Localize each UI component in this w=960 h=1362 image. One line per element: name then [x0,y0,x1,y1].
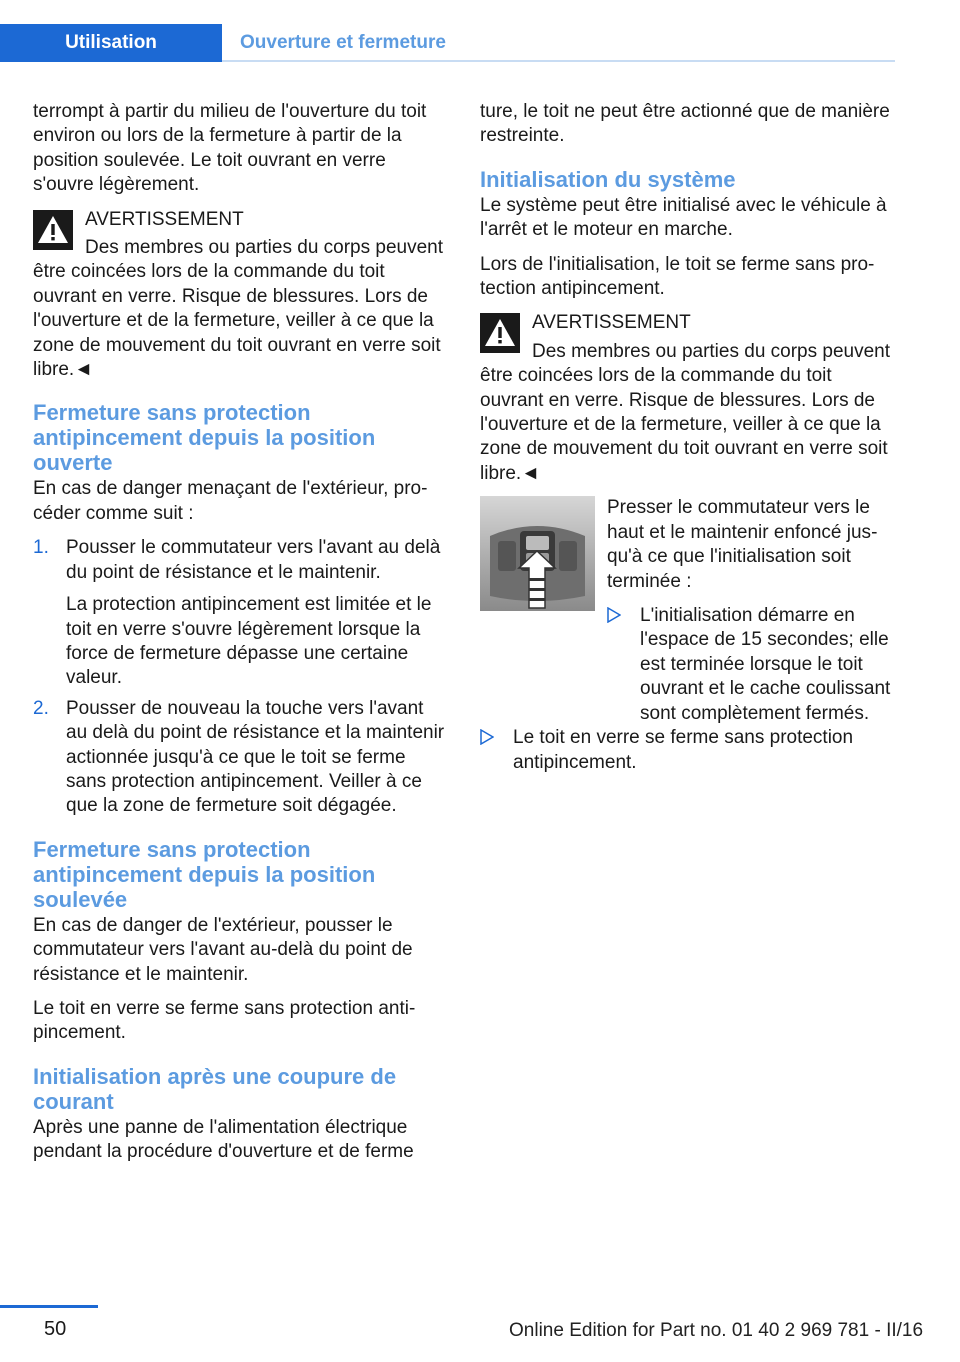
warning-title: AVERTISSEMENT [85,208,244,230]
step-text: Pousser le commutateur vers l'avant au delà du point de résistance et le maintenir. [66,537,441,583]
right-column [480,100,900,785]
illustrated-instruction [480,496,900,726]
step-number: 2. [33,697,49,719]
heading-power-failure: Initialisation après une coupure de courant [33,1063,397,1114]
paragraph: En cas de danger de l'extérieur, pousser le commutateur vers l'avant au-delà du point de résistance et le maintenir. [33,914,413,985]
header [0,24,895,62]
heading-open-position: Fermeture sans protection antipincement depuis la position ouverte [33,400,376,476]
heading-raised-position: Fermeture sans protection antipincement depuis la position soulevée [33,836,376,912]
tab-utilisation[interactable]: Utilisation [0,24,222,62]
paragraph: Lors de l'initialisation, le toit se ferme sans protection antipincement. [480,253,875,300]
intro-paragraph: terrompt à partir du milieu de l'ouverture du toit environ ou lors de la fermeture à partir de la position soulevée. Le toit ouvrant en verre s'ouvre légèrement. [33,101,427,196]
step-text: Pousser de nouveau la touche vers l'avant au delà du point de résistance et la maintenir actionnée jusqu'à ce que le toit se ferme sans protection antipincement. Veiller à ce que la zone de fermeture soit dégagée. [66,697,445,817]
step-number: 1. [33,537,49,559]
roof-switch-image [480,496,595,611]
warning-icon [480,313,520,353]
paragraph: Presser le commutateur vers le haut et le maintenir enfoncé jusqu'à ce que l'initialisation soit terminée : [607,497,878,592]
paragraph: Le système peut être initialisé avec le véhicule à l'arrêt et le moteur en marche. [480,194,887,241]
bullet-list [607,604,900,726]
step-list [33,536,449,818]
tab-ouverture-fermeture[interactable]: Ouverture et fermeture [240,32,446,53]
warning-block [33,208,449,383]
warning-title: AVERTISSEMENT [532,312,691,334]
bullet-list [480,726,900,775]
warning-block [480,311,900,486]
list-item [33,697,449,819]
paragraph: En cas de danger menaçant de l'extérieur, procéder comme suit : [33,478,428,524]
left-column [33,100,449,1175]
list-item [480,726,900,775]
page-number: 50 [44,1318,67,1340]
list-item [33,536,449,690]
heading-system-init: Initialisation du système [480,166,736,192]
triangle-bullet-icon [480,729,494,745]
warning-text: Des membres ou parties du corps peuvent être coincées lors de la commande du toit ouvrant en verre. Risque de blessures. Lors de l'ouverture et de la fermeture, veiller à ce que la zone de mouvement du toit ouvrant en verre soit libre.◄ [33,237,444,381]
warning-text: Des membres ou parties du corps peuvent être coincées lors de la commande du toit ouvrant en verre. Risque de blessures. Lors de l'ouverture et de la fermeture, veiller à ce que la zone de mouvement du toit ouvrant en verre soit libre.◄ [480,340,891,484]
warning-icon [33,210,73,250]
bullet-text: L'initialisation démarre en l'espace de 15 secondes; elle est terminée lorsque le toit ouvrant et le cache coulissant sont complètement fermés. [640,604,891,724]
list-item [607,604,900,726]
footer-rule [0,1305,98,1308]
paragraph: Après une panne de l'alimentation électrique pendant la procédure d'ouverture et de ferme [33,1116,414,1163]
paragraph: ture, le toit ne peut être actionné que de manière restreinte. [480,101,890,147]
header-rule [222,60,895,62]
triangle-bullet-icon [607,607,621,623]
edition-footer: Online Edition for Part no. 01 40 2 969 781 - II/16 [509,1320,924,1341]
instruction-text-block [607,496,900,726]
step-subtext: La protection antipincement est limitée et le toit en verre s'ouvre légèrement lorsque la force de fermeture dépasse une certaine valeur. [66,594,432,689]
bullet-text: Le toit en verre se ferme sans protection antipincement. [513,727,854,773]
paragraph: Le toit en verre se ferme sans protection antipincement. [33,997,416,1044]
